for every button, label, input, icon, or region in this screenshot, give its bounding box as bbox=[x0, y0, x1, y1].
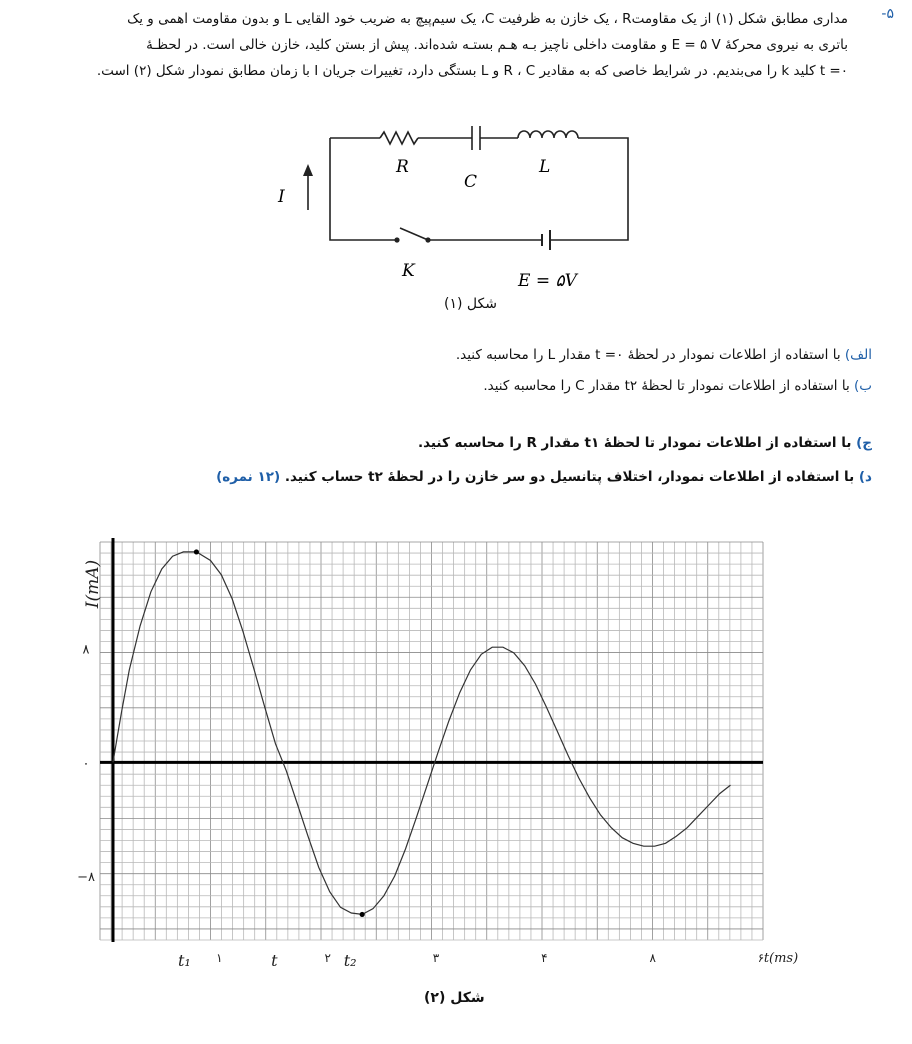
part-c bbox=[418, 435, 872, 451]
chart-labels bbox=[77, 560, 798, 970]
part-d-text: با استفاده از اطلاعات نمودار، اختلاف پتانسیل دو سر خازن را در لحظهٔ t۲ حساب کنید. bbox=[284, 469, 859, 485]
y-tick-label: −۸ bbox=[77, 870, 95, 886]
label-E: E = ۵V bbox=[518, 271, 577, 291]
inductor-symbol bbox=[518, 131, 578, 138]
part-d-label: د) bbox=[858, 469, 872, 485]
resistor-symbol bbox=[380, 132, 418, 144]
question-line-1: مداری مطابق شکل (۱) از یک مقاومتR ، یک خازن به ظرفیت C، یک سیم‌پیچ به ضریب خود القایی L و بدون مقاومت اهمی و یک bbox=[127, 11, 848, 27]
x-tick-label: ۲ bbox=[324, 951, 331, 965]
circuit-diagram bbox=[270, 110, 630, 300]
x-marker-label: t₁ bbox=[177, 951, 191, 970]
part-d bbox=[216, 469, 872, 485]
label-L: L bbox=[539, 157, 551, 177]
capacitor-symbol bbox=[472, 126, 480, 150]
y-axis-label: I(mA) bbox=[83, 559, 103, 609]
x-tick-label: ۶ bbox=[757, 951, 765, 965]
x-tick-label: ۴ bbox=[541, 951, 548, 965]
part-c-label: ج) bbox=[856, 435, 872, 451]
figure-2-caption: شکل (۲) bbox=[424, 990, 485, 1006]
x-tick-label: ۳ bbox=[432, 951, 440, 965]
battery-symbol bbox=[542, 230, 550, 250]
part-b bbox=[483, 378, 872, 394]
part-c-text: با استفاده از اطلاعات نمودار تا لحظهٔ t۱ مقدار R را محاسبه کنید. bbox=[418, 435, 857, 451]
x-marker-label: t₂ bbox=[343, 951, 357, 970]
label-C: C bbox=[464, 172, 478, 192]
y-tick-label: ۰ bbox=[82, 756, 90, 772]
x-marker-label: t bbox=[271, 951, 278, 970]
x-axis-label: t(ms) bbox=[763, 951, 799, 966]
x-tick-label: ۱ bbox=[216, 951, 223, 965]
question-line-2: باتری به نیروی محرکهٔ E = ۵ V و مقاومت داخلی ناچیز بـه هـم بستـه شده‌اند. پیش از بستن کلید، خازن خالی است. در لحظـهٔ bbox=[146, 37, 848, 53]
switch-symbol bbox=[400, 228, 428, 240]
series-line bbox=[113, 552, 731, 915]
part-a-label: الف) bbox=[844, 347, 872, 363]
y-tick-label: ۸ bbox=[82, 642, 90, 658]
current-time-chart bbox=[0, 520, 912, 980]
question-number: -۵ bbox=[881, 6, 894, 22]
part-b-text: با استفاده از اطلاعات نمودار تا لحظهٔ t۲ مقدار C را محاسبه کنید. bbox=[483, 378, 855, 394]
score-badge: (۱۲ نمره) bbox=[216, 469, 281, 485]
label-I: I bbox=[278, 187, 285, 207]
part-a bbox=[456, 347, 872, 363]
marked-point bbox=[194, 549, 199, 554]
label-R: R bbox=[396, 157, 409, 177]
chart-grid bbox=[100, 542, 763, 940]
part-b-label: ب) bbox=[854, 378, 872, 394]
question-line-3: t =۰ کلید k را می‌بندیم. در شرایط خاصی که به مقادیر R ، C و L بستگی دارد، تغییرات جریان I با زمان مطابق نمودار شکل (۲) است. bbox=[96, 63, 848, 79]
chart-series bbox=[113, 549, 731, 917]
part-a-text: با استفاده از اطلاعات نمودار در لحظهٔ t =۰ مقدار L را محاسبه کنید. bbox=[455, 347, 845, 363]
figure-1-caption: شکل (۱) bbox=[444, 296, 497, 312]
label-K: K bbox=[402, 261, 415, 281]
marked-point bbox=[360, 912, 365, 917]
x-tick-label: ۸ bbox=[649, 951, 656, 965]
